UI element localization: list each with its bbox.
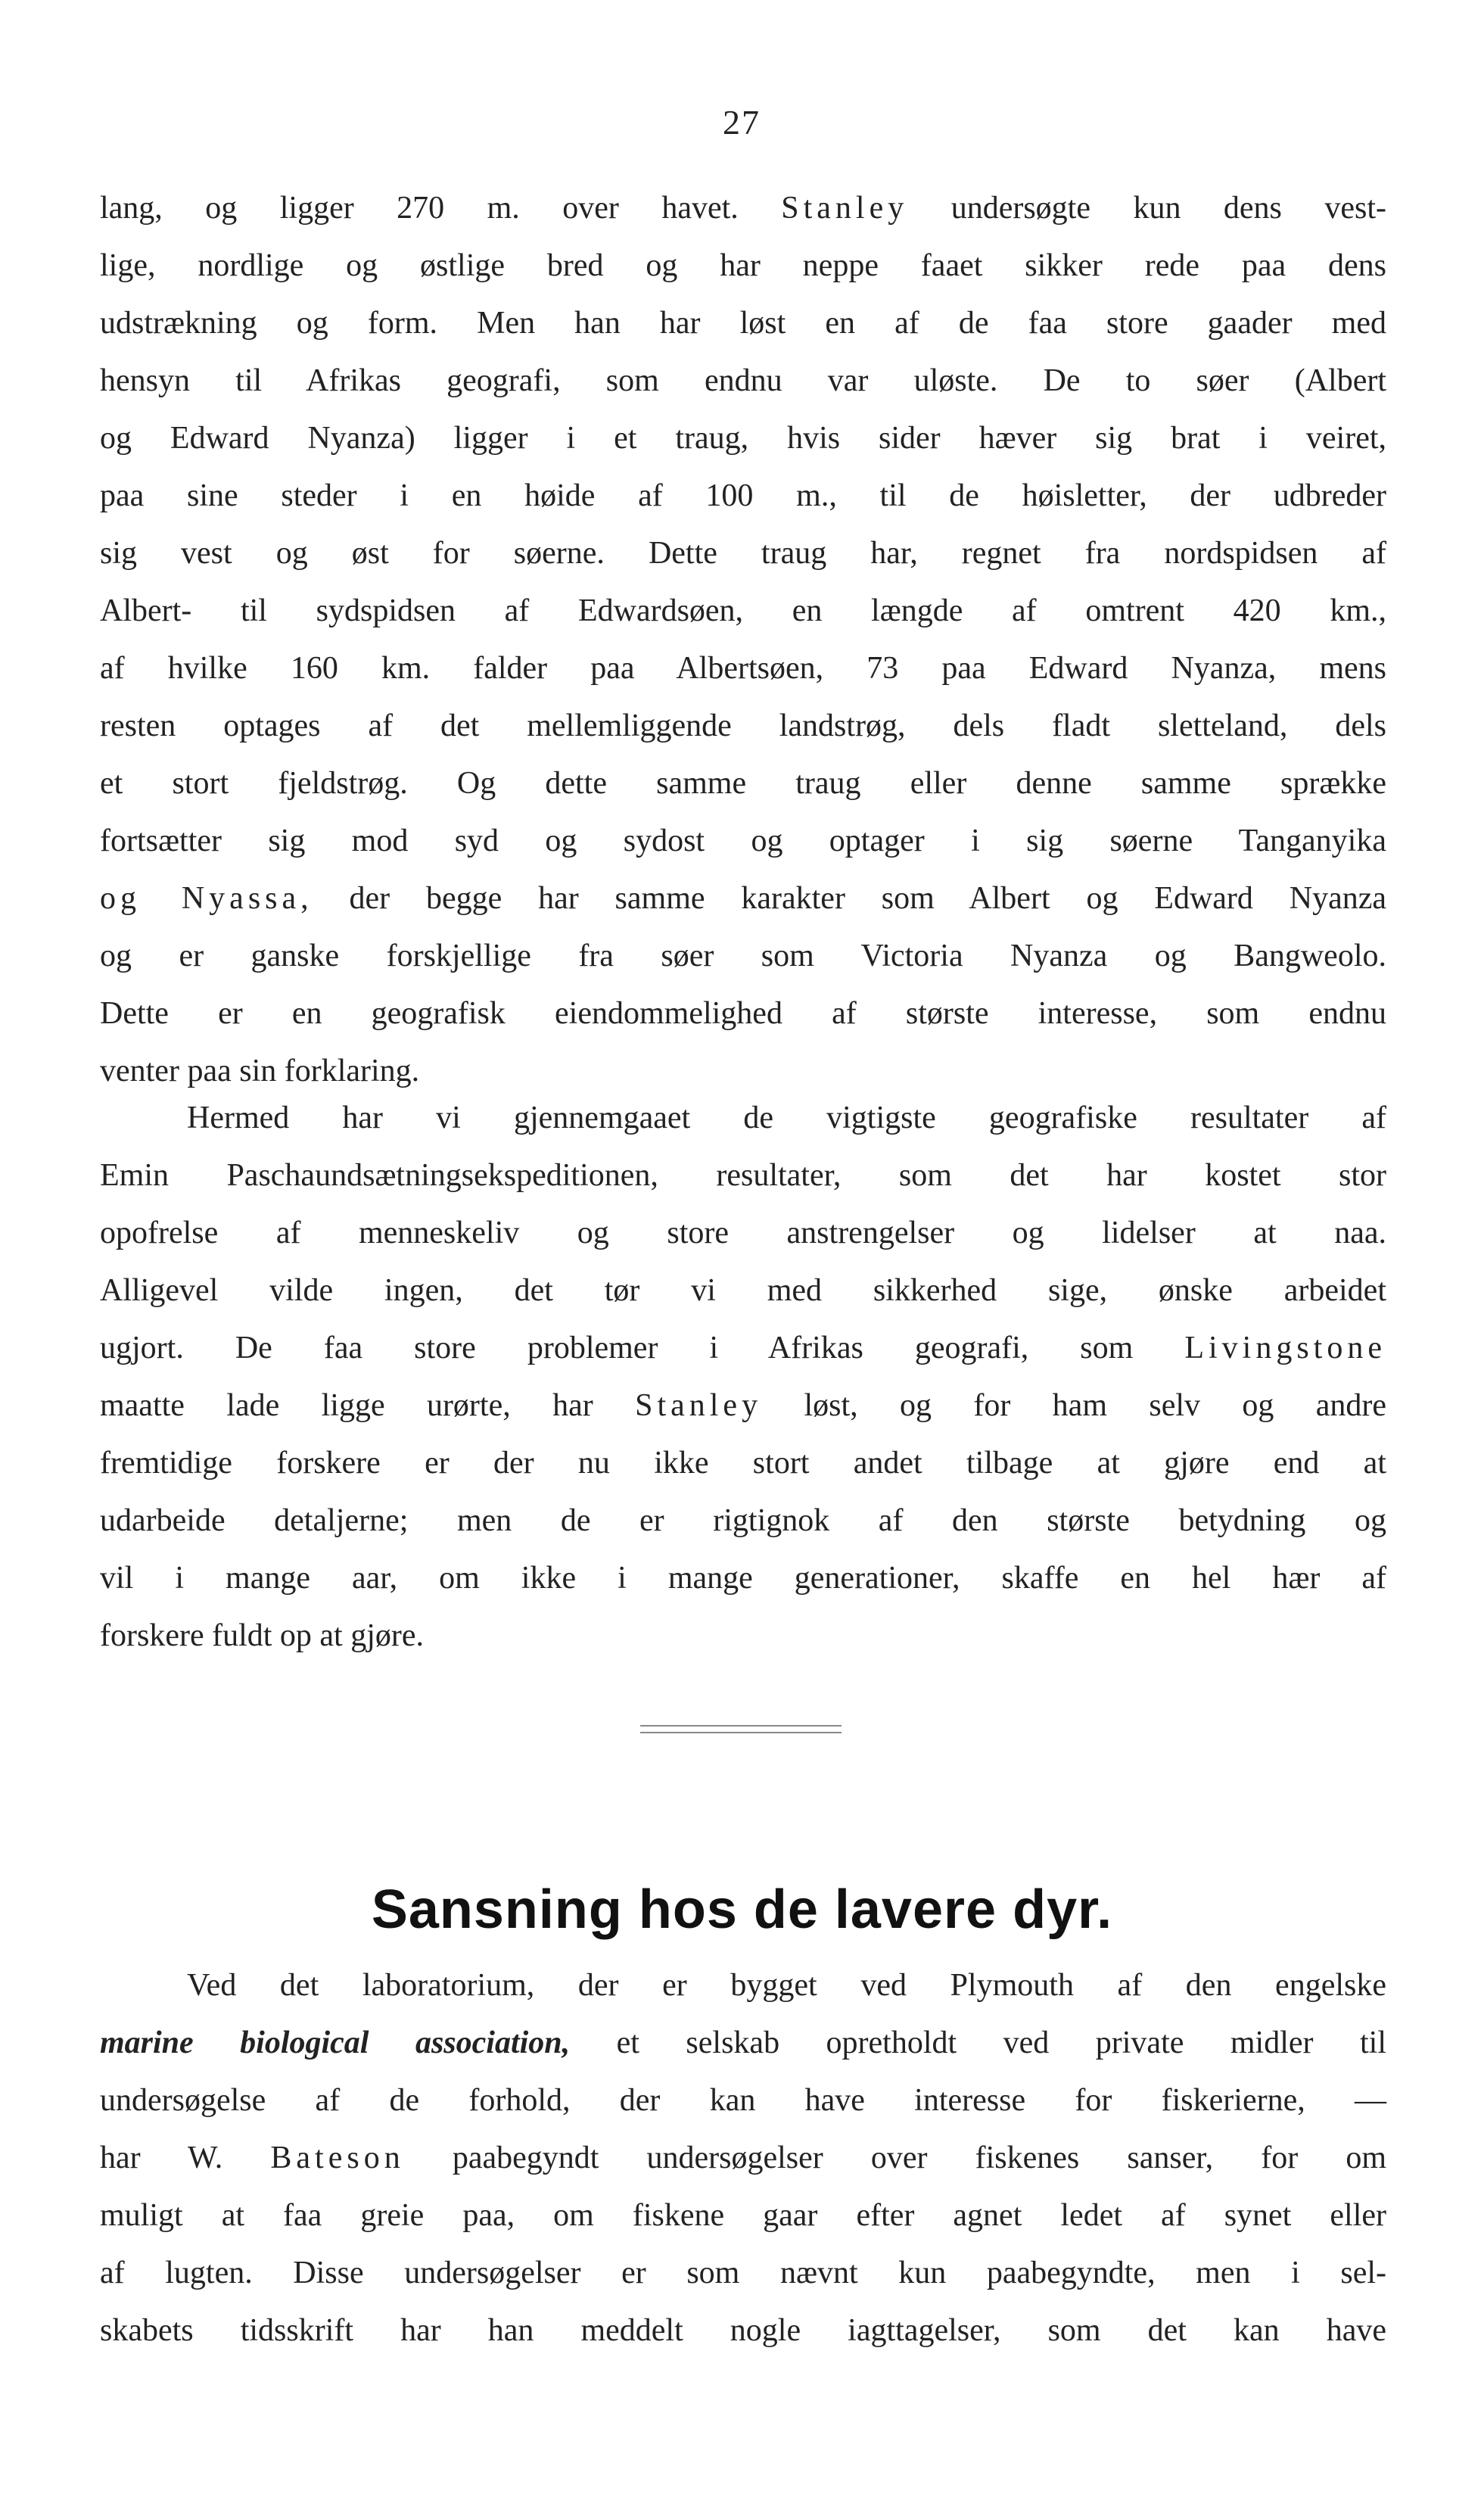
text-run: et selskab opretholdt ved private midler til — [570, 2025, 1386, 2060]
text-run: resten optages af det mellemliggende landstrøg, dels fladt sletteland, dels — [100, 708, 1386, 743]
text-line — [100, 1147, 1386, 1204]
text-line — [100, 1319, 1386, 1377]
text-line — [100, 1377, 1386, 1434]
text-run: sig vest og øst for søerne. Dette traug har, regnet fra nordspidsen af — [100, 536, 1386, 571]
text-line — [100, 2302, 1386, 2359]
text-run: Ved det laboratorium, der er bygget ved Plymouth af den engelske — [187, 1968, 1386, 2003]
text-line — [100, 1204, 1386, 1262]
text-run: Alligevel vilde ingen, det tør vi med sikkerhed sige, ønske arbeidet — [100, 1273, 1386, 1308]
text-run: lige, nordlige og østlige bred og har neppe faaet sikker rede paa dens — [100, 248, 1386, 283]
text-run: hensyn til Afrikas geografi, som endnu var uløste. De to søer (Albert — [100, 363, 1386, 398]
text-run: undersøgelse af de forhold, der kan have interesse for fiskerierne, — — [100, 2083, 1386, 2118]
italic-emphasis: marine biological association, — [100, 2025, 571, 2060]
text-line — [100, 1957, 1386, 2014]
text-run: af lugten. Disse undersøgelser er som nævnt kun paabegyndte, men i sel- — [100, 2256, 1386, 2290]
text-line — [100, 927, 1386, 985]
text-run: der begge har samme karakter som Albert og Edward Nyanza — [313, 881, 1386, 916]
text-line — [100, 1607, 1386, 1664]
text-line — [100, 1434, 1386, 1492]
text-run: venter paa sin forklaring. — [100, 1054, 420, 1088]
text-line — [100, 1262, 1386, 1319]
section-divider-bottom — [640, 1732, 842, 1733]
letterspaced-name: Stanley — [781, 191, 909, 226]
text-run: løst, og for ham selv og andre — [762, 1388, 1387, 1423]
text-line — [100, 237, 1386, 294]
paragraph-geography-conclusion — [100, 179, 1386, 1100]
text-line — [100, 2244, 1386, 2302]
text-line — [100, 870, 1386, 927]
text-run: et stort fjeldstrøg. Og dette samme traug eller denne samme sprække — [100, 766, 1386, 801]
text-line — [100, 409, 1386, 467]
text-run: undersøgte kun dens vest- — [908, 191, 1386, 226]
letterspaced-name: og Nyassa, — [100, 881, 313, 916]
text-run: muligt at faa greie paa, om fiskene gaar efter agnet ledet af synet eller — [100, 2198, 1386, 2233]
text-run: fremtidige forskere er der nu ikke stort andet tilbage at gjøre end at — [100, 1446, 1386, 1481]
text-line — [100, 2187, 1386, 2244]
text-run: og Edward Nyanza) ligger i et traug, hvis sider hæver sig brat i veiret, — [100, 421, 1386, 456]
text-run: ugjort. De faa store problemer i Afrikas geografi, som — [100, 1331, 1185, 1365]
text-run: paa sine steder i en høide af 100 m., til de høisletter, der udbreder — [100, 478, 1386, 513]
text-line — [100, 1549, 1386, 1607]
text-run: maatte lade ligge urørte, har — [100, 1388, 636, 1423]
text-run: af hvilke 160 km. falder paa Albertsøen, 73 paa Edward Nyanza, mens — [100, 651, 1386, 686]
text-run: opofrelse af menneskeliv og store anstrengelser og lidelser at naa. — [100, 1216, 1386, 1250]
text-run: Hermed har vi gjennemgaaet de vigtigste geografiske resultater af — [187, 1101, 1386, 1135]
text-line — [100, 640, 1386, 697]
text-line — [100, 2129, 1386, 2187]
text-line — [100, 1492, 1386, 1549]
text-run: Dette er en geografisk eiendommelighed af største interesse, som endnu — [100, 996, 1386, 1031]
text-line — [100, 525, 1386, 582]
text-run: forskere fuldt op at gjøre. — [100, 1618, 425, 1653]
text-run: Albert- til sydspidsen af Edwardsøen, en længde af omtrent 420 km., — [100, 593, 1386, 628]
text-line — [100, 582, 1386, 640]
text-line — [100, 2014, 1386, 2072]
paragraph-plymouth-laboratory — [100, 1957, 1386, 2359]
text-run: og er ganske forskjellige fra søer som Victoria Nyanza og Bangweolo. — [100, 939, 1386, 973]
letterspaced-name: Bateson — [270, 2141, 405, 2175]
text-run: paabegyndt undersøgelser over fiskenes sanser, for om — [404, 2141, 1387, 2175]
text-line — [100, 294, 1386, 352]
text-line — [100, 812, 1386, 870]
text-run: udarbeide detaljerne; men de er rigtignok af den største betydning og — [100, 1503, 1386, 1538]
letterspaced-name: Stanley — [635, 1388, 763, 1423]
text-line — [100, 1089, 1386, 1147]
text-run: skabets tidsskrift har han meddelt nogle iagttagelser, som det kan have — [100, 2313, 1386, 2348]
text-run: fortsætter sig mod syd og sydost og optager i sig søerne Tanganyika — [100, 824, 1386, 858]
text-line — [100, 985, 1386, 1042]
text-run: udstrækning og form. Men han har løst en af de faa store gaader med — [100, 306, 1386, 341]
text-run: har W. — [100, 2141, 271, 2175]
page-number: 27 — [723, 103, 761, 142]
section-divider-top — [640, 1725, 842, 1727]
text-run: Emin Paschaundsætningsekspeditionen, resultater, som det har kostet stor — [100, 1158, 1386, 1193]
paragraph-expedition-summary — [100, 1089, 1386, 1664]
text-line — [100, 2072, 1386, 2129]
text-line — [100, 755, 1386, 812]
text-run: lang, og ligger 270 m. over havet. — [100, 191, 782, 226]
text-line — [100, 352, 1386, 409]
section-heading: Sansning hos de lavere dyr. — [371, 1879, 1113, 1941]
text-line — [100, 467, 1386, 525]
text-line — [100, 697, 1386, 755]
text-line — [100, 179, 1386, 237]
letterspaced-name: Livingstone — [1184, 1331, 1386, 1365]
text-run: vil i mange aar, om ikke i mange generationer, skaffe en hel hær af — [100, 1561, 1386, 1596]
